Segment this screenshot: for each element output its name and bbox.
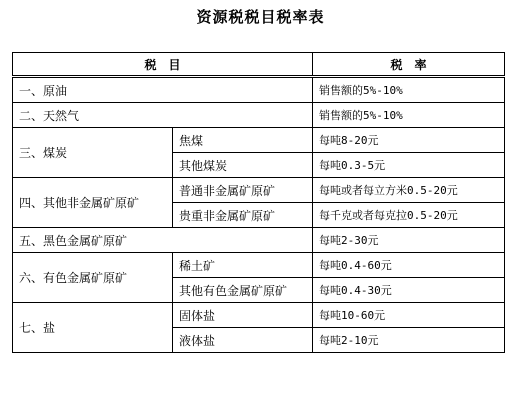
- table-row: [13, 303, 505, 328]
- rate-cell: 销售额的5%-10%: [313, 103, 505, 128]
- table-row: [13, 228, 505, 253]
- table-row: [13, 103, 505, 128]
- rate-cell: 每吨0.4-60元: [313, 253, 505, 278]
- subcategory-cell: 液体盐: [173, 328, 313, 353]
- rate-cell: 每千克或者每克拉0.5-20元: [313, 203, 505, 228]
- rate-cell: 每吨10-60元: [313, 303, 505, 328]
- header-item: 税 目: [13, 53, 313, 77]
- category-cell: 五、黑色金属矿原矿: [13, 228, 313, 253]
- subcategory-cell: 焦煤: [173, 128, 313, 153]
- rate-cell: 每吨2-10元: [313, 328, 505, 353]
- subcategory-cell: 稀土矿: [173, 253, 313, 278]
- rate-cell: 每吨8-20元: [313, 128, 505, 153]
- header-rate: 税 率: [313, 53, 505, 77]
- category-cell: 二、天然气: [13, 103, 313, 128]
- rate-cell: 每吨0.3-5元: [313, 153, 505, 178]
- rate-cell: 每吨0.4-30元: [313, 278, 505, 303]
- subcategory-cell: 普通非金属矿原矿: [173, 178, 313, 203]
- rate-cell: 销售额的5%-10%: [313, 77, 505, 103]
- table-row: [13, 178, 505, 203]
- category-cell: 四、其他非金属矿原矿: [13, 178, 173, 228]
- table-header-row: [13, 53, 505, 77]
- table-row: [13, 128, 505, 153]
- subcategory-cell: 固体盐: [173, 303, 313, 328]
- rate-cell: 每吨2-30元: [313, 228, 505, 253]
- subcategory-cell: 贵重非金属矿原矿: [173, 203, 313, 228]
- table-row: [13, 77, 505, 103]
- subcategory-cell: 其他煤炭: [173, 153, 313, 178]
- table-row: [13, 253, 505, 278]
- rate-cell: 每吨或者每立方米0.5-20元: [313, 178, 505, 203]
- category-cell: 一、原油: [13, 77, 313, 103]
- category-cell: 三、煤炭: [13, 128, 173, 178]
- tax-rate-table: [12, 52, 505, 353]
- subcategory-cell: 其他有色金属矿原矿: [173, 278, 313, 303]
- category-cell: 七、盐: [13, 303, 173, 353]
- category-cell: 六、有色金属矿原矿: [13, 253, 173, 303]
- page-title: 资源税税目税率表: [196, 8, 325, 26]
